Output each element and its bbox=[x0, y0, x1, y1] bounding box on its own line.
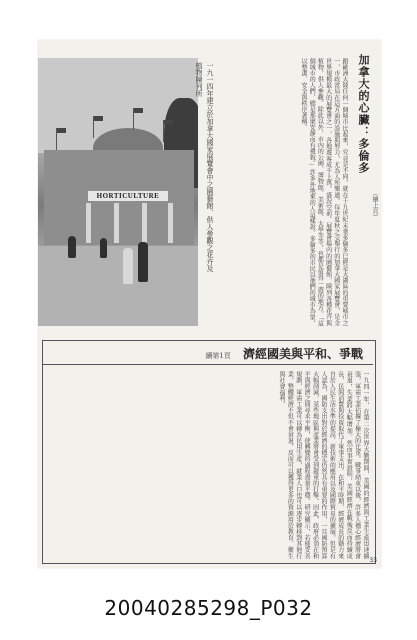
boxed-article-header bbox=[43, 343, 373, 365]
continued-note: 續第1頁 bbox=[205, 352, 231, 360]
column bbox=[86, 203, 91, 243]
article-subtitle: （續上頁） bbox=[371, 190, 378, 220]
photo-ground bbox=[38, 246, 198, 326]
horticulture-building-photo bbox=[38, 58, 198, 326]
magazine-page bbox=[38, 40, 381, 568]
boxed-article bbox=[42, 340, 376, 564]
photo-caption: 一九一四年建立於加拿大國家展覽會中之園藝館、供人參觀之花卉及植物陳列所 bbox=[195, 62, 214, 272]
visitor-figure bbox=[123, 248, 133, 284]
flag-icon bbox=[164, 120, 173, 125]
column bbox=[114, 203, 119, 243]
column bbox=[168, 203, 173, 243]
flag-icon bbox=[94, 116, 103, 121]
visitor-figure bbox=[68, 236, 76, 258]
column bbox=[142, 203, 147, 243]
article-title: 加拿大的心臟：多倫多 bbox=[357, 54, 370, 174]
file-identifier: 20040285298_P032 bbox=[104, 596, 313, 620]
page-number: 33 bbox=[369, 557, 377, 564]
visitor-figure bbox=[100, 238, 107, 258]
boxed-article-body: 一九四一年，在第二次世界大戰期間，美國的經濟與工業生產迅速擴張，軍需工業佔據了極大的比重。戰爭結束以後，許多人擔心經濟將會衰退，失業將大幅增加。然而事實證明，美國經濟在戰後反而持續成長，民間消費與投資取代了軍事支出。在和平時期，經濟成長的動力來自於人民生活水準的提高、新技術的應用以及國際貿易的擴展。但是有人認為，國防支出對於經濟的穩定仍然具有重要的作用，一旦國防預算大幅削減，某些地區與產業將會受到嚴重的打擊。因此，政府必須在和平與經濟之間尋求平衡，使轉變的過程盡量平穩。研究顯示，若能妥善規劃，軍需工業可以轉為民用生產，就業人口也可以逐步轉移到其他行業，整體經濟不但不會衰退，反而可以獲得更多的資源用於教育、衛生與社會福利。 bbox=[277, 371, 369, 559]
visitor-figure bbox=[138, 242, 148, 282]
flag-icon bbox=[134, 108, 143, 113]
flag-icon bbox=[57, 128, 66, 133]
article-body-top: 跟歐洲大陸任何一個城市比起來，究竟是不同。就在十九世紀末葉多倫多已經是大湖區的重要城市之一，市政當局在這方面的設施與努力，尤為人所樂道。每年夏秋之交舉行的加拿大國家展覽會，是全世界規模最大的展覽會之一，各地遊客成千上萬，盛況空前。展覽會場內的園藝館，陳列各種花卉與植物，供人參觀。除此以外，市內的公園、博物館、美術館、大學等等，也都是值得一遊的地方。「這個城市的人們，總是那麼安靜而有禮貌。」許多外地來的人這樣說。多倫多的市民以他們的城市為榮，以整潔、安全與秩序著稱。 bbox=[299, 58, 348, 326]
horticulture-sign: HORTICULTURE bbox=[88, 191, 168, 201]
boxed-article-title: 濟經國美與平和、爭戰 bbox=[242, 347, 363, 361]
